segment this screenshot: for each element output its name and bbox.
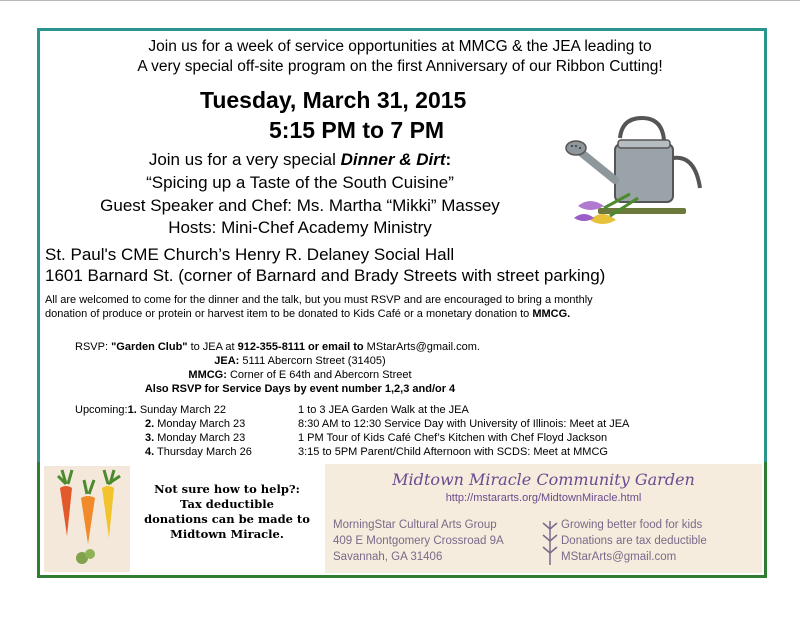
upcoming-num: 2.	[145, 418, 155, 430]
event-subtitle: “Spicing up a Taste of the South Cuisine”	[146, 173, 454, 192]
garden-email[interactable]: MStarArts@gmail.com	[561, 551, 677, 563]
mmcg-label: MMCG:	[188, 369, 227, 381]
upcoming-item-4	[145, 446, 252, 458]
upcoming-item-3	[145, 432, 245, 444]
rsvp-also: Also RSVP for Service Days by event number 1,2,3 and/or 4	[144, 383, 456, 395]
tax-deductible-note	[134, 482, 320, 542]
tax-line-2: Tax deductible	[180, 497, 274, 511]
join-emphasis: Dinner & Dirt	[340, 150, 446, 169]
garden-donations: Donations are tax deductible	[561, 535, 707, 547]
garden-org: MorningStar Cultural Arts Group	[333, 519, 497, 531]
upcoming-label: Upcoming:	[75, 404, 128, 416]
garden-street: 409 E Montgomery Crossroad 9A	[333, 535, 504, 547]
sprig-icon	[541, 519, 559, 567]
note-line-2	[45, 308, 570, 320]
upcoming-day: Thursday March 26	[154, 446, 252, 458]
note-mmcg: MMCG.	[532, 308, 571, 320]
upcoming-num: 4.	[145, 446, 155, 458]
join-prefix: Join us for a very special	[148, 150, 341, 169]
vegetables-panel	[44, 466, 130, 572]
garden-title: Midtown Miracle Community Garden	[392, 470, 695, 489]
jea-label: JEA:	[214, 355, 240, 367]
garden-city: Savannah, GA 31406	[333, 551, 443, 563]
guest-speaker: Guest Speaker and Chef: Ms. Martha “Mikki” Massey	[100, 196, 500, 215]
upcoming-num: 1.	[127, 404, 137, 416]
event-hosts: Hosts: Mini-Chef Academy Ministry	[168, 218, 432, 237]
intro-line-2: A very special off-site program on the first Anniversary of our Ribbon Cutting!	[137, 58, 663, 75]
rsvp-club: "Garden Club"	[111, 341, 188, 353]
upcoming-desc: 1 PM Tour of Kids Café Chef’s Kitchen with Chef Floyd Jackson	[298, 432, 608, 444]
note-line-1: All are welcomed to come for the dinner and the talk, but you must RSVP and are encouraged to bring a monthly	[45, 294, 593, 306]
rsvp-email[interactable]: MStarArts@gmail.com.	[363, 341, 480, 353]
jea-address	[0, 355, 600, 367]
venue-name: St. Paul's CME Church’s Henry R. Delaney Social Hall	[45, 245, 455, 264]
upcoming-num: 3.	[145, 432, 155, 444]
rsvp-phone: 912-355-8111 or email to	[237, 341, 364, 353]
watering-can-icon	[560, 110, 710, 240]
rsvp-service-days	[0, 383, 600, 395]
upcoming-item-2	[145, 418, 245, 430]
upcoming-day: Sunday March 22	[136, 404, 227, 416]
join-suffix: :	[445, 150, 452, 169]
rsvp-prefix: RSVP:	[75, 341, 112, 353]
frame-green-right	[764, 462, 767, 578]
rsvp-line	[75, 341, 480, 353]
rsvp-middle: to JEA at	[187, 341, 238, 353]
event-date: Tuesday, March 31, 2015	[200, 87, 467, 113]
mmcg-addr: Corner of E 64th and Abercorn Street	[226, 369, 412, 381]
jea-addr: 5111 Abercorn Street (31405)	[239, 355, 386, 367]
mmcg-address	[0, 369, 600, 381]
tax-line-1: Not sure how to help?:	[154, 482, 300, 496]
venue-address: 1601 Barnard St. (corner of Barnard and Brady Streets with street parking)	[45, 266, 606, 285]
upcoming-day: Monday March 23	[154, 432, 246, 444]
tax-line-4: Midtown Miracle.	[170, 527, 284, 541]
top-divider	[0, 0, 800, 1]
garden-tagline: Growing better food for kids	[561, 519, 703, 531]
upcoming-desc: 8:30 AM to 12:30 Service Day with University of Illinois: Meet at JEA	[298, 418, 630, 430]
garden-info-panel	[325, 464, 762, 573]
upcoming-day: Monday March 23	[154, 418, 246, 430]
tax-line-3: donations can be made to	[144, 512, 310, 526]
intro-line-1: Join us for a week of service opportunities at MMCG & the JEA leading to	[148, 38, 652, 55]
event-time: 5:15 PM to 7 PM	[269, 117, 445, 143]
upcoming-item-1	[75, 404, 226, 416]
upcoming-desc: 1 to 3 JEA Garden Walk at the JEA	[298, 404, 469, 416]
vegetables-icon	[44, 466, 130, 572]
upcoming-desc: 3:15 to 5PM Parent/Child Afternoon with SCDS: Meet at MMCG	[298, 446, 608, 458]
event-join-line	[0, 150, 600, 170]
garden-url[interactable]: http://mstararts.org/MidtownMiracle.html	[445, 492, 642, 504]
note-line-2-text: donation of produce or protein or harvest item to be donated to Kids Café or a monetary donation to	[45, 308, 533, 320]
